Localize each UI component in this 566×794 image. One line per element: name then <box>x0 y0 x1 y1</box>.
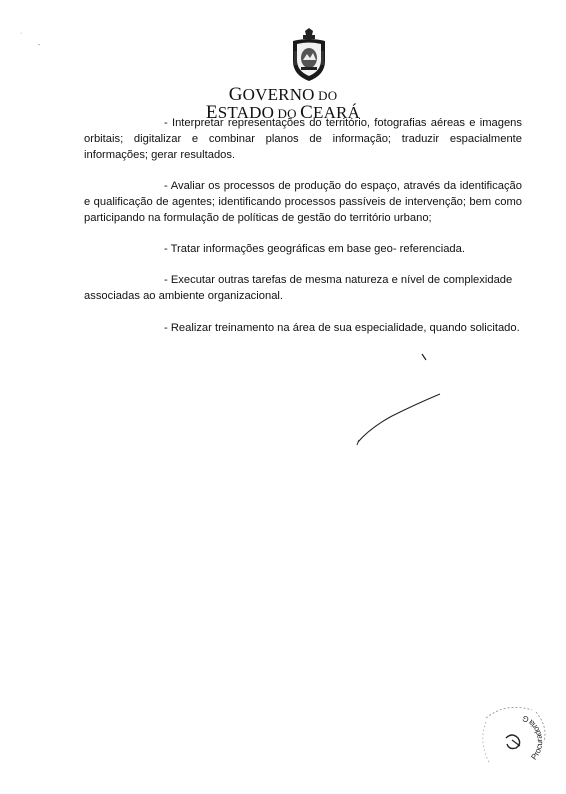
handwritten-signature <box>350 350 450 450</box>
paragraph-tratar: - Tratar informações geográficas em base geo- referenciada. <box>164 242 465 255</box>
paragraph-realizar: - Realizar treinamento na área de sua especialidade, quando solicitado. <box>164 321 520 334</box>
paragraph-executar-line: - Executar outras tarefas de mesma natureza e nível de complexidade <box>164 274 513 287</box>
state-coat-of-arms-icon <box>288 27 330 83</box>
letterhead-initial: C <box>300 102 313 123</box>
procuradoria-stamp <box>476 702 552 784</box>
letterhead-word: OVERNO <box>242 85 315 104</box>
document-body <box>84 116 522 352</box>
letterhead-preposition: DO <box>314 88 338 103</box>
scan-marks: · - <box>20 30 41 49</box>
paragraph-executar-continuation: associadas ao ambiente organizacional. <box>84 290 284 303</box>
stamp-text: Procuradoria G <box>520 713 545 762</box>
paragraph-executar <box>84 273 522 305</box>
letterhead-word: STADO <box>217 103 275 122</box>
letterhead-word: EARÁ <box>313 103 361 122</box>
paragraph-interpretar: - Interpretar representações do território, fotografias aéreas e imagens orbitais; digitalizar e combinar planos de informação; traduzir espacialmente informações; gerar resultados. <box>84 117 522 161</box>
letterhead-initial: E <box>205 102 218 123</box>
paragraph-avaliar: - Avaliar os processos de produção do espaço, através da identificação e qualificação de agentes; identificando processos passíveis de intervenção; bem como participando na formulação de políticas de gestão do território urbano; <box>84 179 522 224</box>
letterhead-initial: G <box>228 84 243 105</box>
letterhead-preposition: DO <box>274 106 301 121</box>
